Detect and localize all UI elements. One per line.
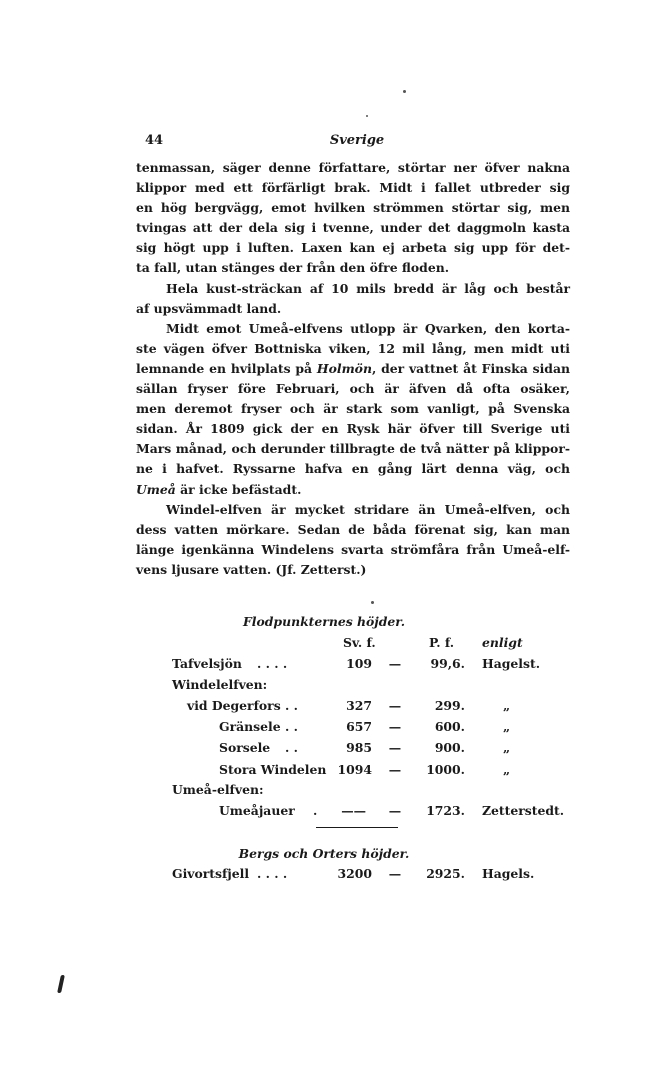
text-line: sidan. År 1809 gick der en Rysk här öfver till Sverige uti [136,421,570,437]
italic-word: Umeå [136,481,176,497]
speck-mark [403,90,406,93]
flod-row [0,803,648,823]
text-line: Umeå är icke befästadt. [136,481,302,497]
flod-dots: . . [285,719,298,734]
berg-dash: — [388,866,402,881]
page-number: 44 [145,133,164,148]
flod-name: Windelelfven: [172,677,268,692]
text-line: länge igenkänna Windelens svarta strömfåra från Umeå-elf- [136,541,570,557]
berg-title: Bergs och Orters höjder. [238,846,410,861]
paragraph-1 [136,158,570,279]
flod-source: „ [503,719,511,734]
text-line: ta fall, utan stänges der från den öfre floden. [136,260,450,276]
flod-row [0,782,648,802]
text-line: af upsvämmadt land. [136,300,282,316]
paragraph-2 [136,279,570,319]
flod-dash: — [388,740,402,755]
berg-dots: . . . . [257,866,288,881]
text-line: sällan fryser före Februari, och är äfven då ofta osäker, [136,381,570,397]
italic-word: Holmön [316,360,372,376]
flod-sv: 1094 [337,762,372,777]
text-line: vens ljusare vatten. (Jf. Zetterst.) [136,561,367,577]
text-line: Mars månad, och derunder tillbragte de två nätter på klippor- [136,441,570,457]
flod-sv: 327 [346,698,372,713]
col-source-header: enligt [482,635,523,650]
flod-pf: 99,6. [430,656,465,671]
flod-name: Umeå-elfven: [172,782,264,797]
flod-row [0,740,648,760]
flod-dots: . . [285,698,298,713]
flod-row [0,719,648,739]
flod-sv: 109 [346,656,372,671]
section-dot [371,601,374,604]
flod-name: Stora Windelen [219,762,327,777]
col-pf-header: P. f. [429,635,455,650]
flod-name: Sorsele [219,740,271,755]
flod-dots: . . [285,740,298,755]
flod-source: „ [503,698,511,713]
flod-name: Umeåjauer [219,803,295,818]
flod-pf: 600. [434,719,465,734]
flod-source: Hagelst. [482,656,541,671]
flod-pf: 900. [434,740,465,755]
berg-row [0,866,648,886]
text-line: Windel-elfven är mycket stridare än Umeå-elfven, och [166,501,570,517]
flod-source: „ [503,762,511,777]
flod-name: Gränsele [219,719,281,734]
flod-sv: 657 [346,719,372,734]
flodpunkter-title: Flodpunkternes höjder. [242,614,406,629]
text-line: klippor med ett förfärligt brak. Midt i fallet utbreder sig [136,180,570,196]
flod-name: Tafvelsjön [172,656,242,671]
text-line: men deremot fryser och är stark som vanligt, på Svenska [136,401,570,417]
berg-sv: 3200 [337,866,372,881]
text-line: Hela kust-sträckan af 10 mils bredd är låg och består [166,280,570,296]
flod-dash: — [388,719,402,734]
flod-dash: — [388,762,402,777]
col-sv-header: Sv. f. [343,635,376,650]
flod-pf: 299. [434,698,465,713]
speck-mark [366,115,368,117]
flod-dots: . . . . [257,656,288,671]
text-line: Midt emot Umeå-elfvens utlopp är Qvarken, den korta- [166,320,570,336]
text-line: en hög bergvägg, emot hvilken strömmen störtar sig, men [136,200,570,216]
text-line: tvingas att der dela sig i tvenne, under det daggmoln kasta [136,220,570,236]
section-rule [316,827,398,828]
flod-sv: —— [341,803,366,818]
paragraph-4 [136,500,570,580]
flod-dash: — [388,803,402,818]
text-line: ste vägen öfver Bottniska viken, 12 mil lång, men midt uti [136,340,570,356]
column-header-row [0,635,648,655]
berg-source: Hagels. [482,866,535,881]
body-text [136,158,570,580]
text-line: ne i hafvet. Ryssarne hafva en gång lärt denna väg, och [136,461,570,477]
flod-pf: 1000. [426,762,465,777]
berg-name: Givortsfjell [172,866,250,881]
flod-name: vid Degerfors [187,698,281,713]
flod-row [0,677,648,697]
flod-source: „ [503,740,511,755]
flod-row [0,762,648,782]
flod-dots: . [313,803,318,818]
flod-row [0,656,648,676]
running-title: Sverige [329,133,385,148]
flod-dash: — [388,656,402,671]
flod-row [0,698,648,718]
flod-dash: — [388,698,402,713]
flod-sv: 985 [346,740,372,755]
berg-pf: 2925. [426,866,465,881]
text-line: dess vatten mörkare. Sedan de båda förenat sig, kan man [136,521,570,537]
text-line: sig högt upp i luften. Laxen kan ej arbeta sig upp för det- [136,240,570,256]
text-line: tenmassan, säger denne författare, störtar ner öfver nakna [136,160,570,175]
flod-pf: 1723. [426,803,465,818]
paragraph-3 [136,319,570,500]
ink-mark [57,975,65,993]
text-line: lemnande en hvilplats på Holmön, der vattnet åt Finska sidan [136,360,570,376]
flod-source: Zetterstedt. [482,803,565,818]
